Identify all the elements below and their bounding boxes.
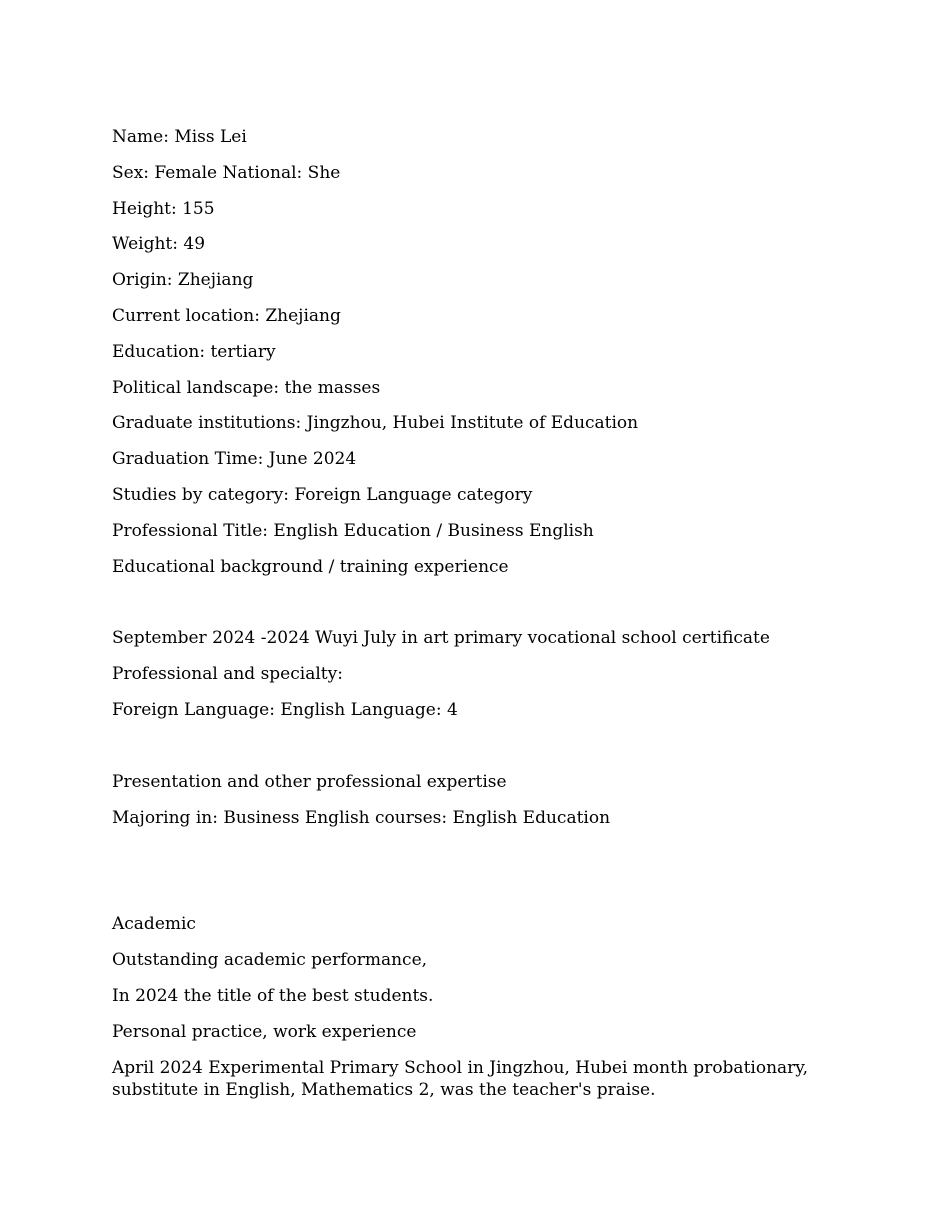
political-line: Political landscape: the masses	[112, 377, 381, 398]
education-line: Education: tertiary	[112, 341, 276, 362]
height-line: Height: 155	[112, 198, 215, 219]
certificate-line: September 2024 -2024 Wuyi July in art primary vocational school certificate	[112, 628, 770, 649]
specialty-heading: Professional and specialty:	[112, 664, 343, 685]
current-location-line: Current location: Zhejiang	[112, 305, 341, 326]
language-line: Foreign Language: English Language: 4	[112, 699, 458, 720]
majoring-line: Majoring in: Business English courses: English Education	[112, 807, 611, 828]
spacer	[112, 842, 842, 913]
resume-document	[112, 126, 842, 1114]
award-line: In 2024 the title of the best students.	[112, 985, 434, 1006]
practice-line: April 2024 Experimental Primary School in Jingzhou, Hubei month probationary, substitute in English, Mathematics 2, was the teacher's praise.	[112, 1057, 809, 1100]
name-line: Name: Miss Lei	[112, 127, 247, 147]
sex-national-line: Sex: Female National: She	[112, 162, 341, 183]
performance-line: Outstanding academic performance,	[112, 950, 428, 971]
weight-line: Weight: 49	[112, 234, 206, 255]
education-background-heading: Educational background / training experience	[112, 556, 509, 577]
expertise-heading: Presentation and other professional expertise	[112, 771, 507, 792]
spacer	[112, 735, 842, 771]
origin-line: Origin: Zhejiang	[112, 270, 254, 291]
category-line: Studies by category: Foreign Language category	[112, 484, 533, 505]
professional-title-line: Professional Title: English Education / Business English	[112, 520, 594, 541]
academic-heading: Academic	[112, 914, 196, 935]
practice-heading: Personal practice, work experience	[112, 1021, 417, 1042]
institution-line: Graduate institutions: Jingzhou, Hubei Institute of Education	[112, 413, 639, 434]
graduation-line: Graduation Time: June 2024	[112, 449, 357, 470]
spacer	[112, 591, 842, 627]
